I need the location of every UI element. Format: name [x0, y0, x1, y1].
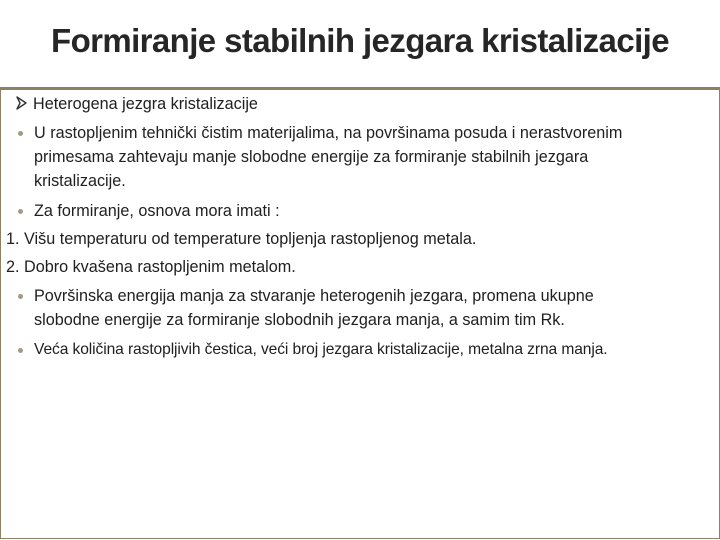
bullet-1-line-2: primesama zahtevaju manje slobodne energije za formiranje stabilnih jezgara [34, 148, 589, 166]
numbered-item-1: 1. Višu temperaturu od temperature topljenja rastopljenog metala. [6, 230, 477, 248]
arrow-icon [16, 96, 27, 110]
heading-text: Heterogena jezgra kristalizacije [33, 95, 258, 113]
bullet-3-line-1: Površinska energija manja za stvaranje heterogenih jezgara, promena ukupne [34, 287, 594, 305]
bullet-dot-icon [18, 294, 23, 299]
slide-title: Formiranje stabilnih jezgara kristalizacije [51, 22, 669, 59]
bullet-dot-icon [18, 131, 23, 136]
title-bar [0, 0, 720, 90]
bullet-1-line-3: kristalizacije. [34, 172, 126, 190]
bullet-2-text: Za formiranje, osnova mora imati : [34, 202, 280, 220]
bullet-4-text: Veća količina rastopljivih čestica, veći broj jezgara kristalizacije, metalna zrna manja. [34, 341, 608, 358]
bullet-dot-icon [18, 348, 23, 353]
bullet-1-line-1: U rastopljenim tehnički čistim materijalima, na površinama posuda i nerastvorenim [34, 124, 623, 142]
numbered-item-2: 2. Dobro kvašena rastopljenim metalom. [6, 258, 296, 276]
bullet-3-line-2: slobodne energije za formiranje slobodnih jezgara manja, a samim tim Rk. [34, 311, 565, 329]
content-heading [16, 93, 258, 115]
bullet-dot-icon [18, 209, 23, 214]
